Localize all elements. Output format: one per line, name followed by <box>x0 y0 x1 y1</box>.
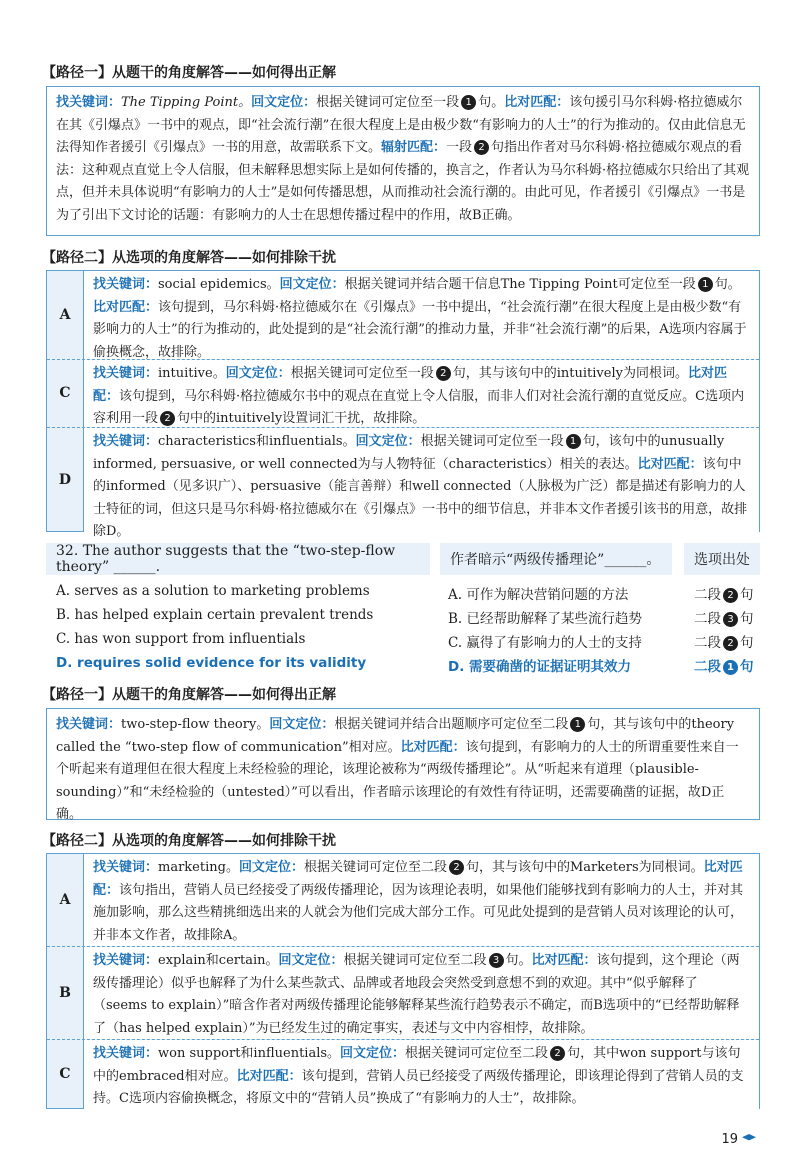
sentence-number: 2 <box>723 636 738 651</box>
option-row-d <box>47 428 759 539</box>
q32-option-a-en: A. serves as a solution to marketing problems <box>56 583 370 599</box>
label: 找关键词： <box>93 366 159 381</box>
q32-stem-cn <box>440 543 672 575</box>
src-para: 二段 <box>694 635 721 651</box>
label: 回文定位： <box>251 95 317 110</box>
option-letter: A <box>59 891 71 908</box>
label: 比对匹配： <box>93 299 159 315</box>
label: 回文定位： <box>269 717 335 732</box>
text: 根据关键词可定位至二段 3 句。 <box>343 953 532 968</box>
label: 比对匹配： <box>531 953 597 968</box>
sentence-number: 1 <box>723 660 738 675</box>
sentence-number-badge: 1 <box>566 434 581 449</box>
sentence-number-badge: 3 <box>489 953 504 968</box>
q32-option-a-cn: A. 可作为解决营销问题的方法 <box>448 587 629 603</box>
q32-source-header <box>684 543 760 575</box>
label: 回文定位： <box>238 860 304 875</box>
text: 该句提到，有影响力的人士的所谓重要性来自一个听起来有道理但在很大程度上未经检验的理论，该理论被称为“两级传播理论”。从“听起来有道理（plausible-sounding）”和“未经检验的（untested）”可以看出，作者暗示该理论的有效性有待证明，还需要确凿的证据，故D正确。 <box>56 739 739 822</box>
label: 比对匹配： <box>93 366 727 404</box>
sentence-number-badge: 1 <box>461 95 476 110</box>
text: 该句指出，营销人员已经接受了两级传播理论，因为该理论表明，如果他们能够找到有影响力的人士，并对其施加影响，那么这些精挑细选出来的人就会为他们完成大部分工作。可见此处提到的是营销人员对该理论的认可，并非本文作者，故排除A。 <box>93 882 744 943</box>
q32-option-b-cn: B. 已经帮助解释了某些流行趋势 <box>448 611 643 627</box>
option-analysis <box>83 360 759 427</box>
page-number <box>721 1132 756 1147</box>
s1-options-table <box>46 270 760 539</box>
option-letter: D <box>58 471 72 488</box>
label: 回文定位： <box>279 277 345 292</box>
sentence-number-badge: 1 <box>698 277 713 292</box>
text: 该句提到，马尔科姆·格拉德威尔在《引爆点》一书中提出，“社会流行潮”在很大程度上是由极少数“有影响力的人士”的行为推动的，此处提到的是“社会流行潮”的推动力量，并非“社会流行潮”的后果，A选项内容属于偷换概念，故排除。 <box>93 299 747 360</box>
option-analysis <box>83 271 759 359</box>
label: 比对匹配： <box>236 1068 302 1084</box>
option-row-c <box>47 360 759 428</box>
label: 回文定位： <box>355 434 421 449</box>
q32-option-c-en: C. has won support from influentials <box>56 631 306 647</box>
q32-option-b-src: 二段 3 句 <box>694 611 754 627</box>
text: 根据关键词并结合题干信息The Tipping Point可定位至一段 1 句。 <box>344 277 741 292</box>
s1-path1-heading: 【路径一】从题干的角度解答——如何得出正解 <box>42 65 336 81</box>
label: 找关键词： <box>93 434 159 449</box>
q32-stem-en <box>46 543 430 575</box>
text: 该句提到，马尔科姆·格拉德威尔书中的观点在直觉上令人信服，而非人们对社会流行潮的直觉反应。C选项内容利用一段 2 句中的intuitively设置词汇干扰，故排除。 <box>93 388 745 426</box>
label: 回文定位： <box>278 953 344 968</box>
header-text: 选项出处 <box>694 552 750 568</box>
option-analysis <box>83 1040 759 1109</box>
text: 该句援引马尔科姆·格拉德威尔在其《引爆点》一书中的观点，即“社会流行潮”在很大程度上是由极少数“有影响力的人士”的行为推动的。仅由此信息无法得知作者援引《引爆点》一书的用意，故需联系下文。 <box>56 95 746 155</box>
text: 一段 2 句指出作者对马尔科姆·格拉德威尔观点的看法：这种观点直觉上令人信服，但未解释思想实际上是如何传播的，换言之，作者认为马尔科姆·格拉德威尔只给出了其观点，但并未具体说明“有影响力的人士”是如何传播思想，从而推动社会流行潮的。由此可见，作者援引《引爆点》一书是为了引出下文讨论的话题：有影响力的人士在思想传播过程中的作用，故B正确。 <box>56 140 750 223</box>
option-analysis <box>83 854 759 946</box>
page-number-text: 19 <box>721 1132 738 1147</box>
label: 辐射匹配： <box>381 140 447 155</box>
sentence-number-badge: 2 <box>474 140 489 155</box>
option-analysis <box>83 428 759 539</box>
s2-options-table <box>46 853 760 1109</box>
label: 比对匹配： <box>400 739 466 755</box>
src-para: 二段 <box>694 611 721 627</box>
stem-text: 32. The author suggests that the “two-step-flow theory” ______. <box>56 543 396 575</box>
text: 根据关键词可定位至一段 1 句，该句中的unusually informed, persuasive, or well connected为与人物特征（characteristics）相关的表达。 <box>93 434 725 472</box>
label: 找关键词： <box>93 277 159 292</box>
s1-path2-heading: 【路径二】从选项的角度解答——如何排除干扰 <box>42 250 336 266</box>
q32-option-c-src: 二段 2 句 <box>694 635 754 651</box>
text: 根据关键词可定位至一段 1 句。 <box>316 95 505 110</box>
option-row-b <box>47 947 759 1040</box>
text: 根据关键词可定位至二段 2 句，其与该句中的Marketers为同根词。 <box>303 860 704 875</box>
option-row-a <box>47 854 759 947</box>
sentence-number-badge: 1 <box>570 717 585 732</box>
q32-option-d-cn: D. 需要确凿的证据证明其效力 <box>448 659 632 675</box>
q32-option-d-en: D. requires solid evidence for its validity <box>56 655 367 671</box>
option-row-a <box>47 271 759 360</box>
sentence-number-badge: 2 <box>436 366 451 381</box>
text: 该句提到，这个理论（两级传播理论）似乎也解释了为什么某些款式、品牌或者地段会突然受到意想不到的欢迎。其中“似乎解释了（seems to explain）”暗含作者对两级传播理论能够解释某些流行趋势表示不确定，而B选项中的“已经帮助解释了（has helped explain）”为已经发生过的确定事实，表述与文中内容相悖，故排除。 <box>93 953 740 1036</box>
option-letter: C <box>59 385 71 402</box>
s2-path2-heading: 【路径二】从选项的角度解答——如何排除干扰 <box>42 833 336 849</box>
text: 该句提到，营销人员已经接受了两级传播理论，即该理论得到了营销人员的支持。C选项内容偷换概念，将原文中的“营销人员”换成了“有影响力的人士”，故排除。 <box>93 1068 744 1106</box>
label: 回文定位： <box>225 366 291 381</box>
src-para: 二段 <box>694 659 721 675</box>
option-letter: B <box>59 984 71 1001</box>
text: social epidemics。 <box>158 277 280 292</box>
text: intuitive。 <box>158 366 226 381</box>
s2-path1-box <box>46 708 760 820</box>
text: 根据关键词并结合出题顺序可定位至二段 1 句，其与该句中的theory called the “two-step flow of communication”相对应。 <box>56 717 735 755</box>
label: 找关键词： <box>93 860 159 875</box>
label: 找关键词： <box>56 95 122 110</box>
q32-option-b-en: B. has helped explain certain prevalent trends <box>56 607 374 623</box>
label: 比对匹配： <box>504 95 570 110</box>
text: marketing。 <box>158 860 239 875</box>
s1-path1-box <box>46 86 760 236</box>
label: 找关键词： <box>56 717 122 732</box>
label: 比对匹配： <box>637 456 703 472</box>
option-letter: C <box>59 1066 71 1083</box>
option-letter: A <box>59 306 71 323</box>
text: won support和influentials。 <box>158 1046 341 1061</box>
text: 该句中的informed（见多识广）、persuasive（能言善辩）和well connected（人脉极为广泛）都是描述有影响力的人士特征的词，但这只是马尔科姆·格拉德威尔在《引爆点》一书中的细节信息，并非本文作者援引该书的用意，故排除D。 <box>93 456 748 539</box>
text: two-step-flow theory。 <box>121 717 270 732</box>
graduation-cap-icon <box>742 1134 756 1142</box>
sentence-number-badge: 2 <box>160 411 175 426</box>
label: 回文定位： <box>340 1046 406 1061</box>
sentence-number: 3 <box>723 612 738 627</box>
label: 比对匹配： <box>93 860 743 898</box>
sentence-number-badge: 2 <box>449 860 464 875</box>
sentence-number-badge: 2 <box>550 1046 565 1061</box>
text: characteristics和influentials。 <box>158 434 356 449</box>
option-analysis <box>83 947 759 1039</box>
text: explain和certain。 <box>158 953 279 968</box>
stem-text: 作者暗示“两级传播理论”______。 <box>450 552 661 568</box>
q32-option-c-cn: C. 赢得了有影响力的人士的支持 <box>448 635 642 651</box>
text: 根据关键词可定位至一段 2 句，其与该句中的intuitively为同根词。 <box>290 366 688 381</box>
src-para: 二段 <box>694 587 721 603</box>
label: 找关键词： <box>93 953 159 968</box>
sentence-number: 2 <box>723 588 738 603</box>
text: The Tipping Point。 <box>121 95 252 110</box>
s2-path1-heading: 【路径一】从题干的角度解答——如何得出正解 <box>42 687 336 703</box>
label: 找关键词： <box>93 1046 159 1061</box>
text: 根据关键词可定位至二段 2 句，其中won support与该句中的embraced相对应。 <box>93 1046 741 1084</box>
option-row-c <box>47 1040 759 1109</box>
q32-option-d-src: 二段 1 句 <box>694 659 754 675</box>
q32-option-a-src: 二段 2 句 <box>694 587 754 603</box>
